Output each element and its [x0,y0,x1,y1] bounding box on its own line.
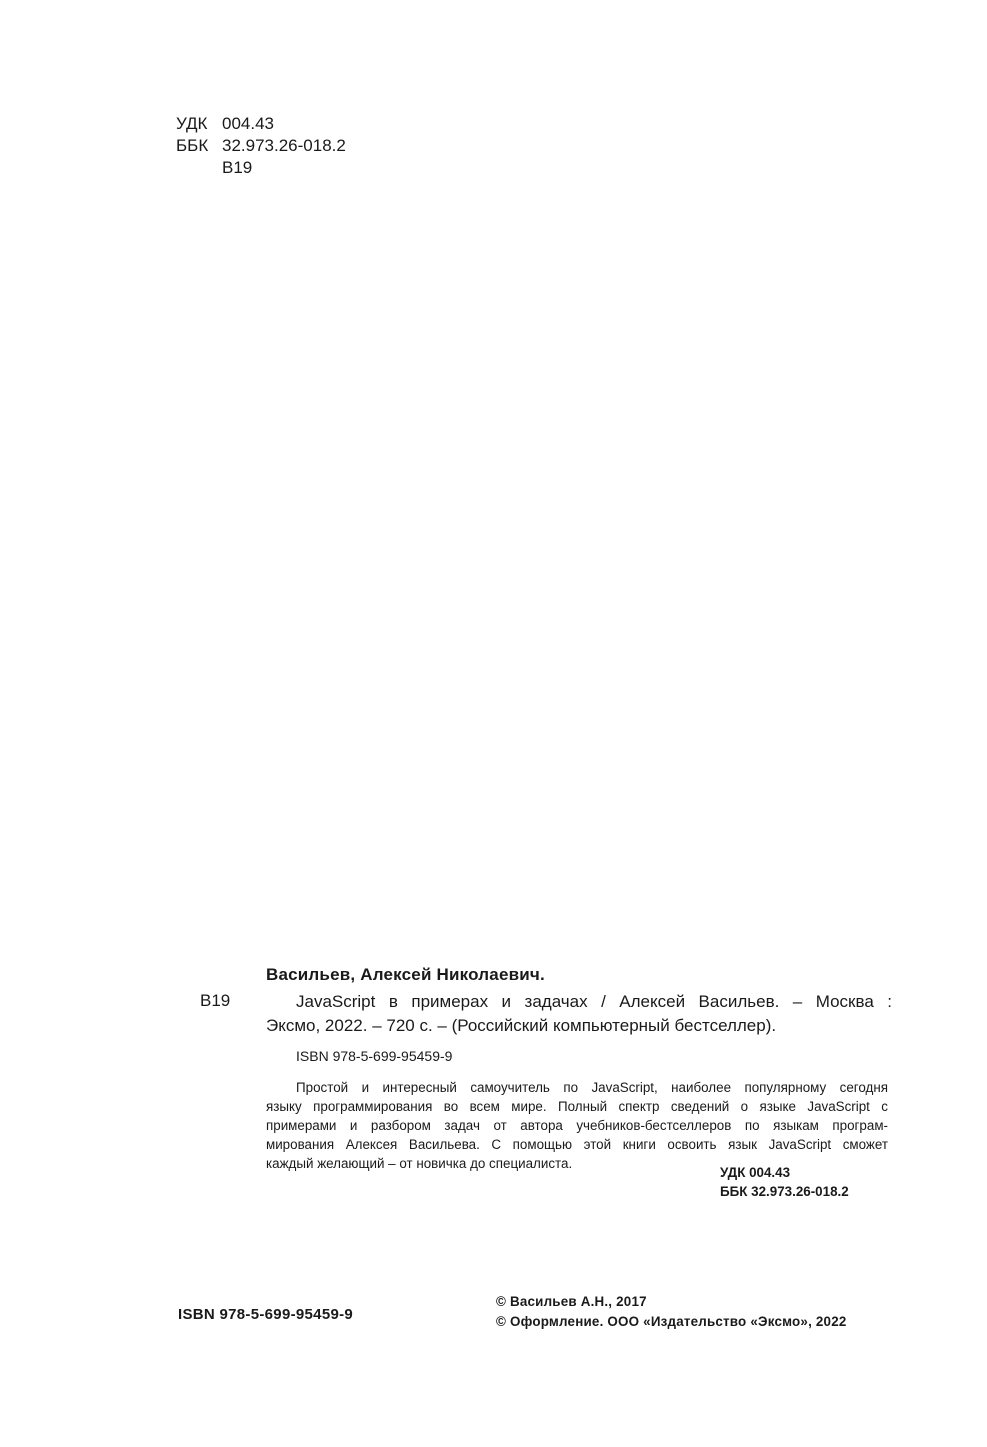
annotation-line-2: языку программирования во всем мире. Полный спектр сведений о языке JavaScript с [266,1099,888,1114]
copyright-block [496,1292,847,1332]
annotation [266,1078,888,1173]
annotation-line-4: мирования Алексея Васильева. С помощью этой книги освоить язык JavaScript сможет [266,1137,888,1152]
isbn-footer: ISBN 978-5-699-95459-9 [178,1306,354,1323]
bib-line-1: JavaScript в примерах и задачах / Алексей Васильев. – Москва : [296,992,892,1011]
udk-value: 004.43 [222,114,274,133]
copyright-author: © Васильев А.Н., 2017 [496,1294,647,1309]
author-mark: В19 [222,158,253,177]
bib-line-2: Эксмо, 2022. – 720 с. – (Российский компьютерный бестселлер). [266,1016,777,1035]
classification-codes-bold [720,1163,849,1201]
bbk-row [176,135,346,157]
author-mark-entry: В19 [200,991,231,1010]
bbk-label: ББК [176,136,209,155]
annotation-line-1: Простой и интересный самоучитель по JavaScript, наиболее популярному сегодня [296,1080,888,1095]
udk-label: УДК [176,114,208,133]
annotation-line-5: каждый желающий – от новичка до специалиста. [266,1156,573,1171]
udk-row [176,113,346,135]
annotation-line-3: примерами и разбором задач от автора учебников-бестселлеров по языкам програм- [266,1118,888,1133]
copyright-design: © Оформление. ООО «Издательство «Эксмо», 2022 [496,1314,847,1329]
bbk-value: 32.973.26-018.2 [222,136,346,155]
classification-codes [176,113,346,179]
bibliographic-description [266,990,892,1038]
udk-bold: УДК 004.43 [720,1165,791,1180]
isbn-entry: ISBN 978-5-699-95459-9 [296,1048,453,1064]
bbk-bold: ББК 32.973.26-018.2 [720,1184,849,1199]
author-name: Васильев, Алексей Николаевич. [266,965,545,984]
